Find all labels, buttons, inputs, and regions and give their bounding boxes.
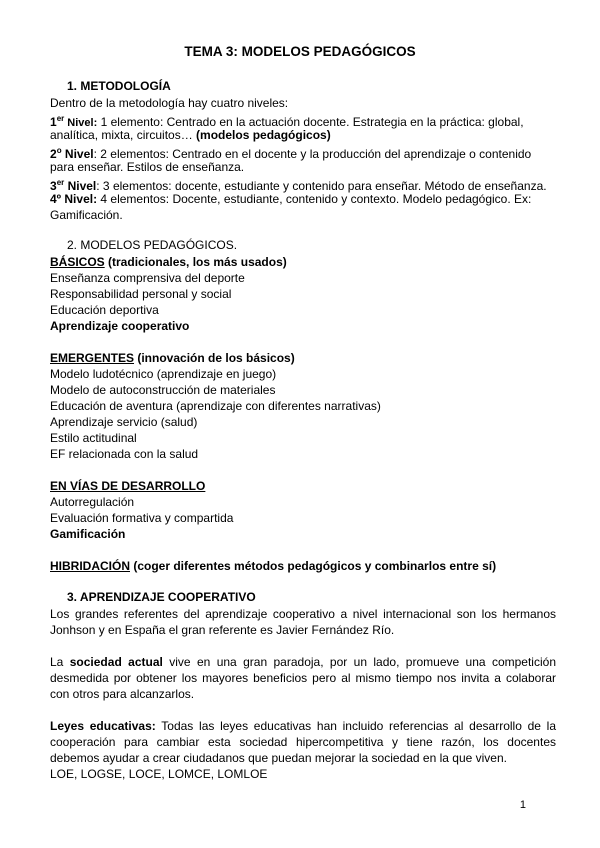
nivel-1-sup: er	[56, 114, 65, 123]
nivel-3-number: 3	[50, 179, 57, 193]
emergentes-label: EMERGENTES	[50, 351, 135, 365]
coop-p3-line4: LOE, LOGSE, LOCE, LOMCE, LOMLOE	[50, 767, 268, 781]
coop-p2-text: vive en una gran paradoja, por un lado, promueve una competición	[162, 655, 556, 669]
nivel-4-label: 4º Nivel:	[50, 192, 98, 206]
nivel-4-text-2: Gamificación.	[50, 208, 123, 222]
nivel-2-word: Nivel	[61, 147, 94, 161]
emergentes-item: Aprendizaje servicio (salud)	[50, 415, 198, 429]
emergentes-item: EF relacionada con la salud	[50, 447, 199, 461]
page-title: TEMA 3: MODELOS PEDAGÓGICOS	[184, 44, 416, 59]
nivel-1-text: 1 elemento: Centrado en la actuación docente. Estrategia en la práctica: global,	[97, 115, 524, 129]
coop-p3-bold: Leyes educativas:	[50, 719, 156, 733]
nivel-4-line	[50, 191, 556, 207]
basicos-item-bold: Aprendizaje cooperativo	[50, 319, 190, 333]
basicos-note: (tradicionales, los más usados)	[104, 255, 287, 269]
coop-p3-line2: cooperación para cambiar esta sociedad hipercompetitiva y tiene razón, los docentes	[50, 735, 556, 749]
desarrollo-item: Autorregulación	[50, 495, 135, 509]
section-1-heading: 1. METODOLOGÍA	[67, 79, 171, 93]
nivel-2-text: : 2 elementos: Centrado en el docente y la producción del aprendizaje o contenido	[93, 147, 532, 161]
basicos-label: BÁSICOS	[50, 255, 105, 269]
section-3-heading: 3. APRENDIZAJE COOPERATIVO	[67, 590, 256, 604]
nivel-3-text: : 3 elementos: docente, estudiante y contenido para enseñar. Método de enseñanza.	[96, 179, 547, 193]
nivel-2-text-2: para enseñar. Estilos de enseñanza.	[50, 160, 245, 174]
coop-p3-text: Todas las leyes educativas han incluido referencias al desarrollo de la	[155, 719, 557, 733]
nivel-3-word: Nivel	[64, 179, 97, 193]
desarrollo-item-bold: Gamificación	[50, 527, 126, 541]
coop-p3-line3: debemos ayudar a crear ciudadanos que puedan mejorar la sociedad en la que viven.	[50, 751, 507, 765]
basicos-item: Enseñanza comprensiva del deporte	[50, 271, 245, 285]
nivel-2-number: 2	[50, 147, 57, 161]
desarrollo-label: EN VÍAS DE DESARROLLO	[50, 479, 206, 493]
nivel-1-number: 1	[50, 115, 57, 129]
nivel-2-sup: o	[56, 146, 62, 155]
basicos-item: Responsabilidad personal y social	[50, 287, 232, 301]
nivel-1-text-2: analítica, mixta, circuitos…	[50, 128, 197, 142]
emergentes-heading	[50, 350, 556, 366]
hibridacion-note: (coger diferentes métodos pedagógicos y combinarlos entre sí)	[130, 559, 497, 573]
nivel-1-bold: (modelos pedagógicos)	[196, 128, 331, 142]
emergentes-note: (innovación de los básicos)	[134, 351, 295, 365]
hibridacion-label: HIBRIDACIÓN	[50, 559, 130, 573]
coop-p2-line3: con otros para alcanzarlos.	[50, 687, 195, 701]
coop-p2-line2: desmedida por obtener los mayores beneficios pero al mismo tiempo nos invita a colaborar	[50, 671, 556, 685]
coop-p1-line2: Jonhson y en España el gran referente es Javier Fernández Río.	[50, 623, 395, 637]
coop-p2-pre: La	[50, 655, 70, 669]
emergentes-item: Educación de aventura (aprendizaje con diferentes narrativas)	[50, 399, 381, 413]
basicos-heading	[50, 254, 556, 270]
desarrollo-heading	[50, 478, 556, 494]
coop-p1-line1: Los grandes referentes del aprendizaje cooperativo a nivel internacional son los hermanos	[50, 607, 556, 621]
nivel-1-word: Nivel:	[64, 117, 98, 129]
coop-p2-line1	[50, 654, 556, 670]
desarrollo-item: Evaluación formativa y compartida	[50, 511, 234, 525]
emergentes-item: Modelo de autoconstrucción de materiales	[50, 383, 276, 397]
page-number: 1	[519, 799, 526, 811]
coop-p3-line1	[50, 718, 556, 734]
nivel-4-text: 4 elementos: Docente, estudiante, contenido y contexto. Modelo pedagógico. Ex:	[97, 192, 532, 206]
hibridacion-line	[50, 558, 556, 574]
nivel-1-line-2	[50, 127, 556, 143]
nivel-3-sup: er	[56, 178, 65, 187]
coop-p2-bold: sociedad actual	[69, 655, 163, 669]
basicos-item: Educación deportiva	[50, 303, 159, 317]
emergentes-item: Estilo actitudinal	[50, 431, 137, 445]
emergentes-item: Modelo ludotécnico (aprendizaje en juego)	[50, 367, 277, 381]
metodologia-intro: Dentro de la metodología hay cuatro niveles:	[50, 96, 289, 110]
section-2-heading: 2. MODELOS PEDAGÓGICOS.	[67, 238, 238, 252]
